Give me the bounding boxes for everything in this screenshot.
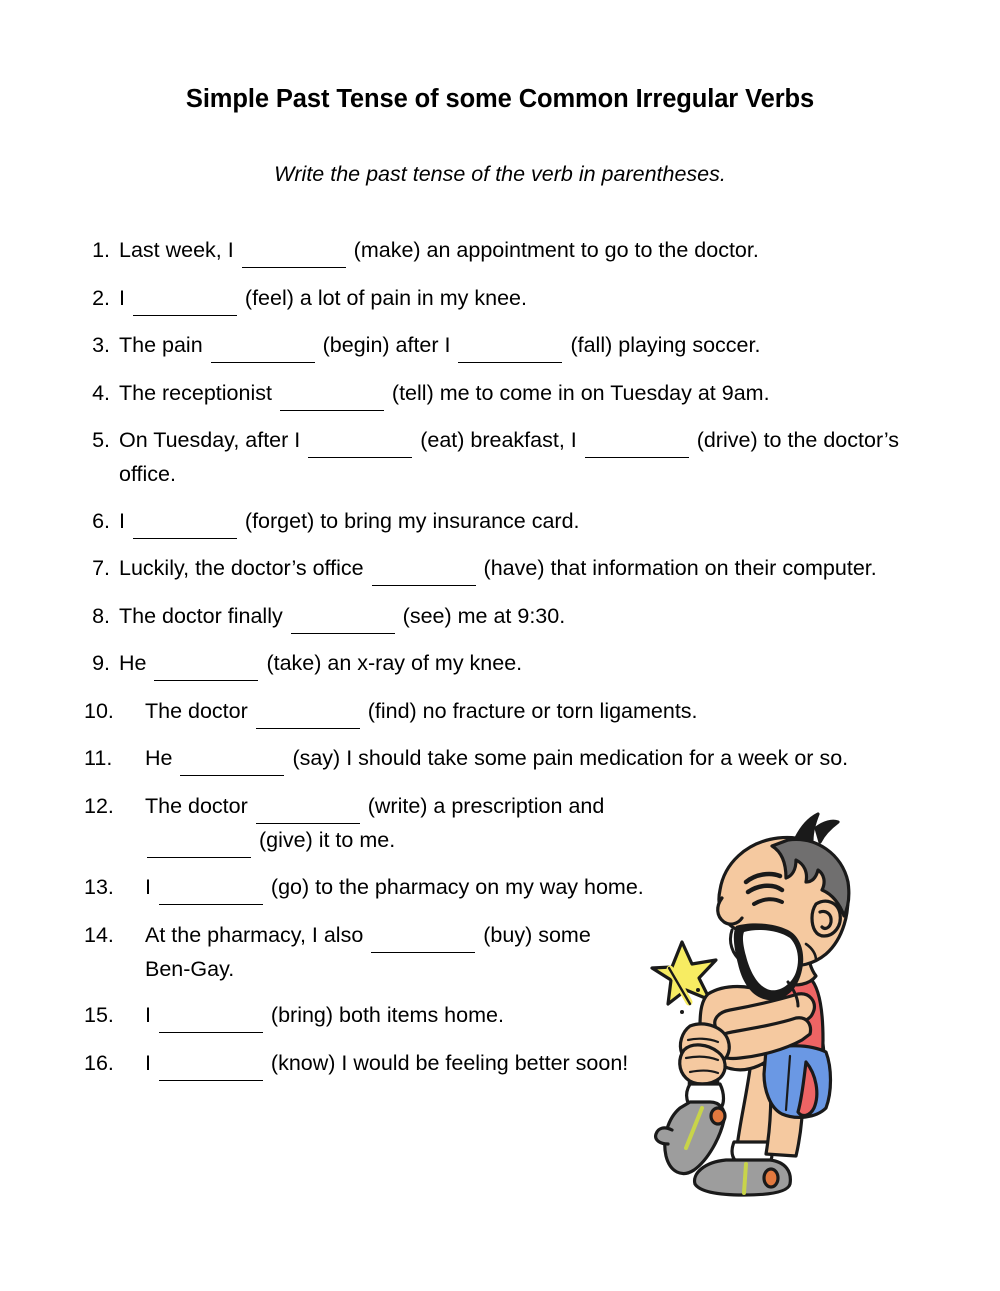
question-number: 9.: [92, 651, 110, 675]
question-text: The doctor (write) a prescription and (give) it to me.: [145, 790, 644, 858]
question-number: 10.: [84, 698, 114, 723]
answer-blank[interactable]: [458, 329, 562, 363]
answer-blank[interactable]: [291, 600, 395, 634]
answer-blank[interactable]: [371, 919, 475, 953]
question-item: [84, 919, 614, 986]
question-text: Last week, I (make) an appointment to go to the doctor.: [119, 234, 904, 268]
question-number: 2.: [92, 285, 110, 310]
question-number: 11.: [84, 746, 113, 770]
question-item: [84, 424, 904, 491]
answer-blank[interactable]: [308, 424, 412, 458]
man-with-knee-pain-illustration: [620, 812, 900, 1202]
question-text: At the pharmacy, I also (buy) some Ben-Gay.: [145, 919, 614, 986]
question-item: [84, 505, 904, 539]
question-item: [84, 742, 904, 776]
question-number: 4.: [92, 380, 110, 405]
question-text: The doctor finally (see) me at 9:30.: [119, 600, 904, 634]
answer-blank[interactable]: [159, 1047, 263, 1081]
answer-blank[interactable]: [256, 695, 360, 729]
page-title: Simple Past Tense of some Common Irregular Verbs: [185, 85, 815, 113]
answer-blank[interactable]: [585, 424, 689, 458]
answer-blank[interactable]: [133, 282, 237, 316]
question-text: I (feel) a lot of pain in my knee.: [119, 282, 904, 316]
question-number: 12.: [84, 793, 114, 818]
question-text: The pain (begin) after I (fall) playing soccer.: [119, 329, 904, 363]
question-item: [84, 600, 904, 634]
answer-blank[interactable]: [180, 742, 284, 776]
question-text: On Tuesday, after I (eat) breakfast, I (drive) to the doctor’s office.: [119, 424, 904, 491]
question-text: I (forget) to bring my insurance card.: [119, 505, 904, 539]
question-item: [84, 647, 904, 681]
question-item: [84, 234, 904, 268]
question-item: [84, 999, 644, 1033]
question-number: 5.: [92, 428, 110, 452]
answer-blank[interactable]: [211, 329, 315, 363]
answer-blank[interactable]: [372, 552, 476, 586]
question-text: He (take) an x-ray of my knee.: [119, 647, 904, 681]
answer-blank[interactable]: [159, 871, 263, 905]
question-text: The doctor (find) no fracture or torn ligaments.: [145, 695, 904, 729]
answer-blank[interactable]: [159, 999, 263, 1033]
answer-blank[interactable]: [154, 647, 258, 681]
question-text: The receptionist (tell) me to come in on Tuesday at 9am.: [119, 377, 904, 411]
question-item: [84, 282, 904, 316]
question-item: [84, 1047, 644, 1081]
question-text: Luckily, the doctor’s office (have) that information on their computer.: [119, 552, 904, 586]
question-item: [84, 329, 904, 363]
question-number: 14.: [84, 922, 114, 947]
answer-blank[interactable]: [280, 377, 384, 411]
question-text: I (go) to the pharmacy on my way home.: [145, 871, 644, 905]
question-item: [84, 552, 904, 586]
question-text: I (bring) both items home.: [145, 999, 644, 1033]
clasped-hands: [680, 1024, 730, 1084]
worksheet-instructions: Write the past tense of the verb in parentheses.: [274, 162, 726, 186]
question-number: 6.: [92, 508, 110, 533]
question-number: 3.: [92, 333, 110, 357]
answer-blank[interactable]: [147, 824, 251, 858]
question-item: [84, 695, 904, 729]
question-item: [84, 790, 644, 858]
question-number: 8.: [92, 603, 110, 628]
question-number: 15.: [84, 1003, 114, 1027]
question-number: 13.: [84, 875, 114, 899]
question-item: [84, 871, 644, 905]
question-item: [84, 377, 904, 411]
question-text: I (know) I would be feeling better soon!: [145, 1047, 644, 1081]
question-number: 7.: [92, 556, 110, 580]
question-number: 16.: [84, 1050, 114, 1075]
question-text: He (say) I should take some pain medication for a week or so.: [145, 742, 904, 776]
answer-blank[interactable]: [256, 790, 360, 824]
answer-blank[interactable]: [133, 505, 237, 539]
answer-blank[interactable]: [242, 234, 346, 268]
question-number: 1.: [92, 238, 110, 262]
